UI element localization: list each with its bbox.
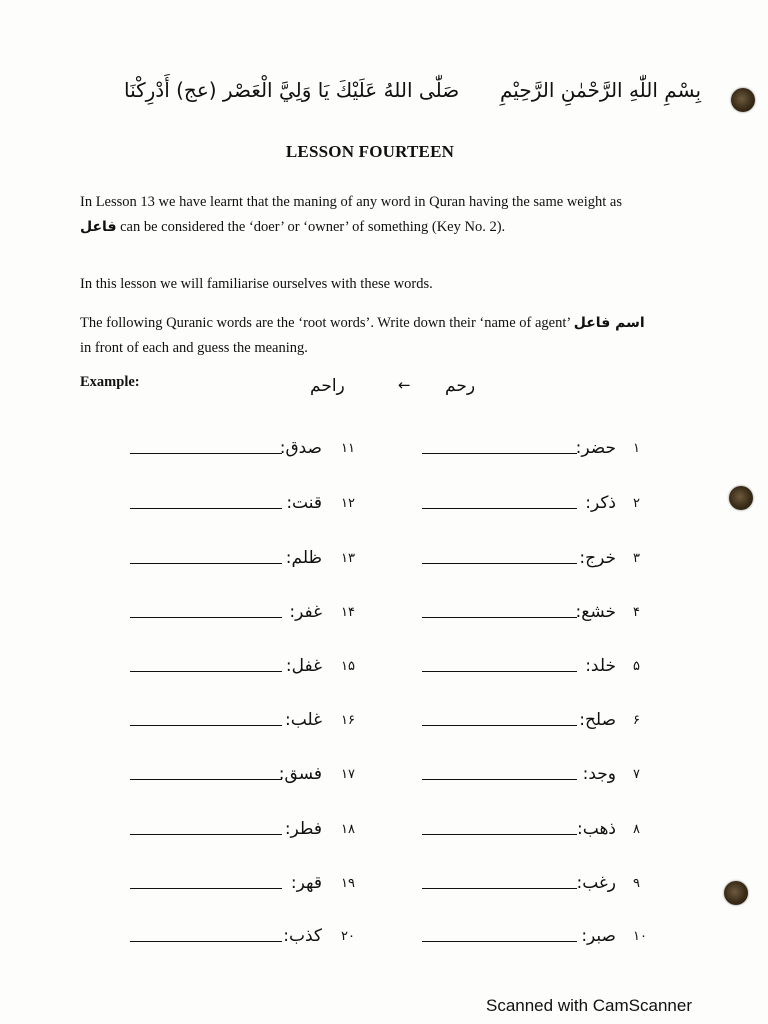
root-word: قهر: (290, 873, 322, 893)
instructions-paragraph (80, 311, 670, 361)
exercise-item (0, 428, 720, 458)
root-word: صبر: (581, 926, 616, 946)
bismillah-header: بِسْمِ اللّٰهِ الرَّحْمٰنِ الرَّحِيْمِ (500, 78, 702, 102)
answer-blank[interactable] (130, 941, 282, 942)
item-number: ۹ (633, 876, 640, 891)
exercise-item (0, 754, 720, 784)
item-number: ۱۹ (341, 876, 355, 891)
exercise-item (0, 809, 720, 839)
answer-blank[interactable] (130, 508, 282, 509)
binder-hole-top (731, 88, 755, 112)
exercise-item (0, 538, 720, 568)
instructions-arabic-term: اسم فاعل (573, 315, 645, 331)
lesson-goal-paragraph: In this lesson we will familiarise ourselves with these words. (80, 276, 433, 292)
example-root-word: رحم (445, 376, 476, 396)
exercise-item (0, 916, 720, 946)
intro-text: In Lesson 13 we have learnt that the maning of any word in Quran having the same weight as (80, 194, 622, 210)
root-word: صدق: (279, 438, 322, 458)
answer-blank[interactable] (130, 453, 282, 454)
answer-blank[interactable] (130, 563, 282, 564)
intro-arabic-term: فاعل (80, 219, 117, 235)
item-number: ۱۵ (341, 659, 355, 674)
root-word: خرج: (579, 548, 616, 568)
root-word: خلد: (585, 656, 616, 676)
root-word: غلب: (285, 710, 322, 730)
item-number: ۱۲ (341, 496, 355, 511)
intro-text-continued: can be considered the ‘doer’ or ‘owner’ of something (Key No. 2). (120, 219, 506, 235)
root-word: فسق: (278, 764, 322, 784)
intro-paragraph (80, 190, 670, 240)
item-number: ۵ (633, 659, 640, 674)
item-number: ۷ (633, 767, 640, 782)
root-word: ظلم: (285, 548, 322, 568)
exercise-item (0, 700, 720, 730)
item-number: ۱۴ (341, 605, 355, 620)
item-number: ۱۱ (341, 441, 355, 456)
example-label: Example: (80, 374, 140, 390)
root-word: ذهب: (577, 819, 616, 839)
answer-blank[interactable] (130, 671, 282, 672)
instructions-text: The following Quranic words are the ‘root words’. Write down their ‘name of agent’ (80, 315, 571, 331)
item-number: ۱۰ (633, 929, 647, 944)
salawat-header: صَلّٰى اللهُ عَلَيْكَ يَا وَلِيَّ الْعَصْر (عج) أَدْرِكْنَا (124, 78, 460, 102)
answer-blank[interactable] (130, 617, 282, 618)
answer-blank[interactable] (130, 834, 282, 835)
root-word: رغب: (576, 873, 616, 893)
root-word: فطر: (284, 819, 322, 839)
exercise-item (0, 863, 720, 893)
exercise-item (0, 646, 720, 676)
item-number: ۸ (633, 822, 640, 837)
example-agent-word: راحم (310, 376, 345, 396)
item-number: ۱۳ (341, 551, 355, 566)
example-arrow: ← (398, 376, 411, 394)
item-number: ۴ (633, 605, 640, 620)
item-number: ۶ (633, 713, 640, 728)
scanner-watermark: Scanned with CamScanner (485, 996, 692, 1015)
root-word: وجد: (582, 764, 616, 784)
root-word: ذکر: (585, 493, 616, 513)
answer-blank[interactable] (130, 725, 282, 726)
item-number: ۱۷ (341, 767, 355, 782)
exercise-item (0, 592, 720, 622)
answer-blank[interactable] (130, 888, 282, 889)
root-word: قنت: (286, 493, 322, 513)
answer-blank[interactable] (130, 779, 282, 780)
root-word: غفل: (285, 656, 322, 676)
root-word: حضر: (575, 438, 616, 458)
binder-hole-bottom (724, 881, 748, 905)
item-number: ۱۶ (341, 713, 355, 728)
exercise-item (0, 483, 720, 513)
instructions-text-continued: in front of each and guess the meaning. (80, 340, 308, 356)
item-number: ۲ (633, 496, 640, 511)
lesson-title: LESSON FOURTEEN (285, 142, 455, 161)
root-word: صلح: (579, 710, 616, 730)
root-word: کذب: (283, 926, 322, 946)
binder-hole-middle (729, 486, 753, 510)
root-word: غفر: (289, 602, 322, 622)
item-number: ۲۰ (341, 929, 355, 944)
item-number: ۱ (633, 441, 640, 456)
item-number: ۱۸ (341, 822, 355, 837)
item-number: ۳ (633, 551, 640, 566)
root-word: خشع: (575, 602, 616, 622)
